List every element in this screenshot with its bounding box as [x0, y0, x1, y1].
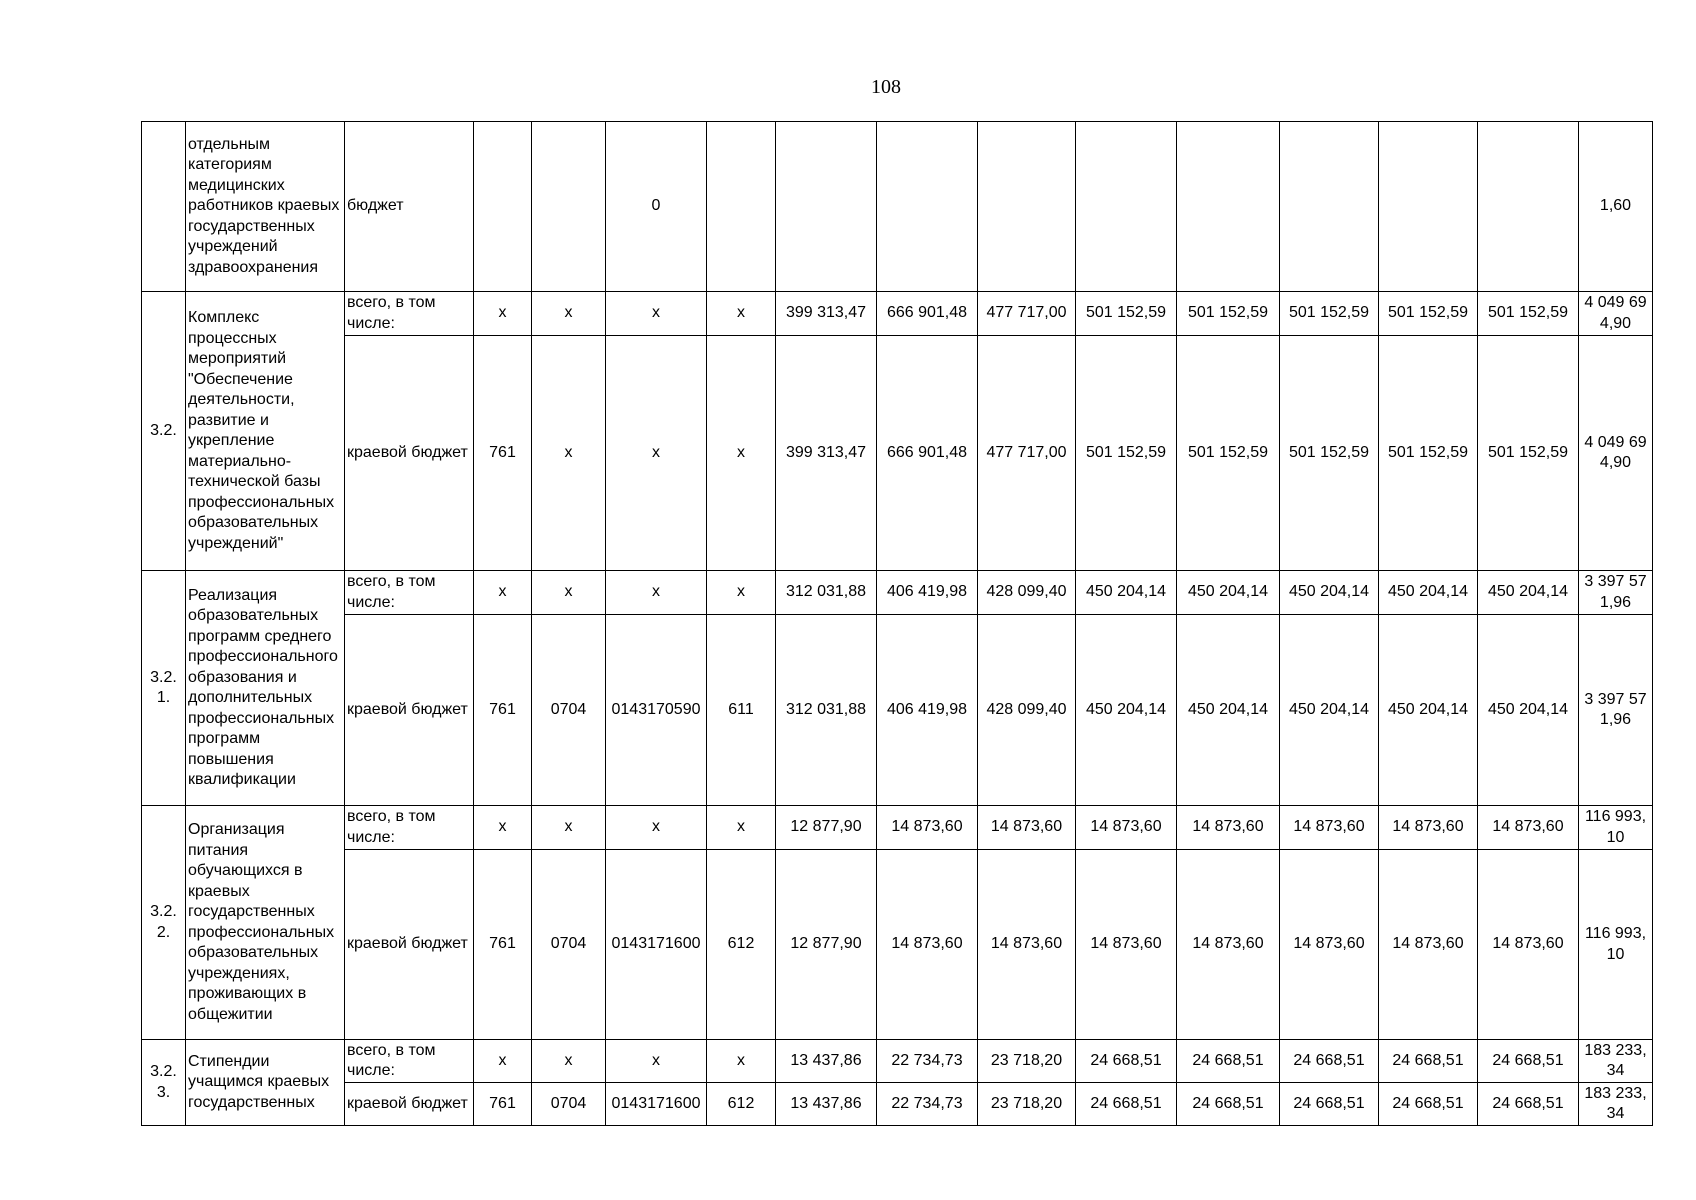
cell-year-3: 477 717,00: [978, 336, 1076, 571]
cell-year-1: 13 437,86: [776, 1040, 877, 1083]
cell-year-1: 312 031,88: [776, 571, 877, 615]
cell-vr: x: [707, 571, 776, 615]
row-index: [142, 122, 186, 292]
cell-year-8: 14 873,60: [1478, 806, 1579, 850]
table-row: [142, 615, 1653, 806]
cell-vr: x: [707, 292, 776, 336]
cell-vr: x: [707, 336, 776, 571]
cell-year-5: 450 204,14: [1177, 571, 1280, 615]
cell-year-1: 12 877,90: [776, 850, 877, 1040]
cell-year-4: 501 152,59: [1076, 336, 1177, 571]
table-row: [142, 806, 1653, 850]
cell-year-2: 666 901,48: [877, 292, 978, 336]
cell-grbs: x: [474, 292, 532, 336]
cell-vr: 612: [707, 1083, 776, 1126]
table-row: [142, 292, 1653, 336]
cell-rzpr: 0704: [532, 850, 606, 1040]
cell-year-8: 450 204,14: [1478, 571, 1579, 615]
cell-year-7: 24 668,51: [1379, 1083, 1478, 1126]
cell-year-3: 14 873,60: [978, 806, 1076, 850]
cell-vr: 611: [707, 615, 776, 806]
table-row: [142, 1040, 1653, 1083]
cell-rzpr: 0704: [532, 1083, 606, 1126]
cell-csr: x: [606, 571, 707, 615]
cell-year-5: [1177, 122, 1280, 292]
cell-year-4: 450 204,14: [1076, 615, 1177, 806]
row-index: 3.2.: [142, 292, 186, 571]
cell-year-6: 24 668,51: [1280, 1040, 1379, 1083]
cell-csr: 0143170590: [606, 615, 707, 806]
table-row: [142, 571, 1653, 615]
cell-year-2: 406 419,98: [877, 615, 978, 806]
cell-year-5: 501 152,59: [1177, 292, 1280, 336]
funding-source: всего, в том числе:: [345, 292, 474, 336]
cell-year-1: 12 877,90: [776, 806, 877, 850]
cell-year-4: 14 873,60: [1076, 850, 1177, 1040]
cell-grbs: [474, 122, 532, 292]
cell-total: 3 397 571,96: [1579, 571, 1653, 615]
cell-csr: 0143171600: [606, 850, 707, 1040]
cell-year-3: 428 099,40: [978, 615, 1076, 806]
cell-year-1: 399 313,47: [776, 292, 877, 336]
cell-year-5: 24 668,51: [1177, 1083, 1280, 1126]
cell-year-6: 24 668,51: [1280, 1083, 1379, 1126]
cell-year-8: 501 152,59: [1478, 336, 1579, 571]
cell-rzpr: x: [532, 1040, 606, 1083]
cell-year-8: [1478, 122, 1579, 292]
table-row: [142, 1083, 1653, 1126]
cell-year-2: 14 873,60: [877, 850, 978, 1040]
cell-year-7: 14 873,60: [1379, 850, 1478, 1040]
cell-total: 183 233,34: [1579, 1040, 1653, 1083]
funding-source: всего, в том числе:: [345, 1040, 474, 1083]
cell-vr: x: [707, 1040, 776, 1083]
cell-year-3: [978, 122, 1076, 292]
cell-year-3: 14 873,60: [978, 850, 1076, 1040]
cell-total: 4 049 694,90: [1579, 336, 1653, 571]
cell-total: 4 049 694,90: [1579, 292, 1653, 336]
cell-year-2: 22 734,73: [877, 1040, 978, 1083]
cell-year-8: 450 204,14: [1478, 615, 1579, 806]
cell-year-6: 450 204,14: [1280, 615, 1379, 806]
cell-grbs: 761: [474, 850, 532, 1040]
cell-year-4: 14 873,60: [1076, 806, 1177, 850]
table-row: [142, 336, 1653, 571]
cell-year-4: 450 204,14: [1076, 571, 1177, 615]
cell-year-6: 501 152,59: [1280, 292, 1379, 336]
cell-year-4: [1076, 122, 1177, 292]
cell-year-6: 14 873,60: [1280, 850, 1379, 1040]
table-row: [142, 122, 1653, 292]
cell-vr: x: [707, 806, 776, 850]
row-index: 3.2.1.: [142, 571, 186, 806]
cell-grbs: x: [474, 1040, 532, 1083]
cell-year-8: 24 668,51: [1478, 1083, 1579, 1126]
cell-year-1: 399 313,47: [776, 336, 877, 571]
cell-total: 183 233,34: [1579, 1083, 1653, 1126]
cell-year-7: 14 873,60: [1379, 806, 1478, 850]
cell-year-4: 24 668,51: [1076, 1040, 1177, 1083]
cell-year-6: [1280, 122, 1379, 292]
cell-year-3: 477 717,00: [978, 292, 1076, 336]
cell-year-8: 24 668,51: [1478, 1040, 1579, 1083]
cell-csr: x: [606, 806, 707, 850]
page-number: 108: [871, 76, 901, 98]
measure-name: Организация питания обучающихся в краевых государственных профессиональных образовательных учреждениях, проживающих в общежитии: [186, 806, 345, 1040]
cell-year-1: 13 437,86: [776, 1083, 877, 1126]
cell-rzpr: [532, 122, 606, 292]
measure-name: Реализация образовательных программ среднего профессионального образования и дополнительных профессиональных программ повышения квалификации: [186, 571, 345, 806]
cell-rzpr: x: [532, 292, 606, 336]
cell-grbs: 761: [474, 336, 532, 571]
cell-year-7: 450 204,14: [1379, 615, 1478, 806]
cell-grbs: x: [474, 571, 532, 615]
cell-year-2: [877, 122, 978, 292]
cell-grbs: 761: [474, 615, 532, 806]
measure-name: Комплекс процессных мероприятий "Обеспечение деятельности, развитие и укрепление материально-технической базы профессиональных образовательных учреждений": [186, 292, 345, 571]
cell-year-6: 501 152,59: [1280, 336, 1379, 571]
cell-year-2: 22 734,73: [877, 1083, 978, 1126]
cell-year-3: 428 099,40: [978, 571, 1076, 615]
cell-year-7: 450 204,14: [1379, 571, 1478, 615]
row-index: 3.2.3.: [142, 1040, 186, 1126]
table-row: [142, 850, 1653, 1040]
cell-csr: x: [606, 292, 707, 336]
cell-csr: x: [606, 336, 707, 571]
row-index: 3.2.2.: [142, 806, 186, 1040]
cell-year-8: 501 152,59: [1478, 292, 1579, 336]
cell-year-3: 23 718,20: [978, 1083, 1076, 1126]
funding-source: всего, в том числе:: [345, 571, 474, 615]
cell-year-1: [776, 122, 877, 292]
cell-rzpr: x: [532, 571, 606, 615]
cell-grbs: 761: [474, 1083, 532, 1126]
cell-rzpr: x: [532, 806, 606, 850]
cell-total: 116 993,10: [1579, 850, 1653, 1040]
funding-source: всего, в том числе:: [345, 806, 474, 850]
cell-grbs: x: [474, 806, 532, 850]
cell-rzpr: 0704: [532, 615, 606, 806]
cell-rzpr: x: [532, 336, 606, 571]
measure-name: Стипендии учащимся краевых государственных: [186, 1040, 345, 1126]
cell-year-6: 14 873,60: [1280, 806, 1379, 850]
cell-vr: 612: [707, 850, 776, 1040]
cell-year-7: 24 668,51: [1379, 1040, 1478, 1083]
cell-year-2: 666 901,48: [877, 336, 978, 571]
budget-table: [141, 121, 1653, 1126]
funding-source: краевой бюджет: [345, 1083, 474, 1126]
cell-year-5: 14 873,60: [1177, 806, 1280, 850]
cell-year-8: 14 873,60: [1478, 850, 1579, 1040]
cell-csr: x: [606, 1040, 707, 1083]
cell-year-2: 14 873,60: [877, 806, 978, 850]
cell-vr: [707, 122, 776, 292]
cell-year-2: 406 419,98: [877, 571, 978, 615]
cell-year-4: 24 668,51: [1076, 1083, 1177, 1126]
cell-year-5: 24 668,51: [1177, 1040, 1280, 1083]
measure-name: отдельным категориям медицинских работников краевых государственных учреждений здравоохранения: [186, 122, 345, 292]
cell-year-4: 501 152,59: [1076, 292, 1177, 336]
cell-year-7: [1379, 122, 1478, 292]
cell-total: 1,60: [1579, 122, 1653, 292]
cell-year-1: 312 031,88: [776, 615, 877, 806]
cell-year-7: 501 152,59: [1379, 292, 1478, 336]
cell-year-7: 501 152,59: [1379, 336, 1478, 571]
cell-csr: 0143171600: [606, 1083, 707, 1126]
funding-source: краевой бюджет: [345, 336, 474, 571]
funding-source: краевой бюджет: [345, 850, 474, 1040]
cell-csr: 0: [606, 122, 707, 292]
cell-year-5: 501 152,59: [1177, 336, 1280, 571]
funding-source: бюджет: [345, 122, 474, 292]
cell-total: 3 397 571,96: [1579, 615, 1653, 806]
cell-year-5: 450 204,14: [1177, 615, 1280, 806]
cell-year-5: 14 873,60: [1177, 850, 1280, 1040]
cell-year-3: 23 718,20: [978, 1040, 1076, 1083]
cell-total: 116 993,10: [1579, 806, 1653, 850]
funding-source: краевой бюджет: [345, 615, 474, 806]
cell-year-6: 450 204,14: [1280, 571, 1379, 615]
